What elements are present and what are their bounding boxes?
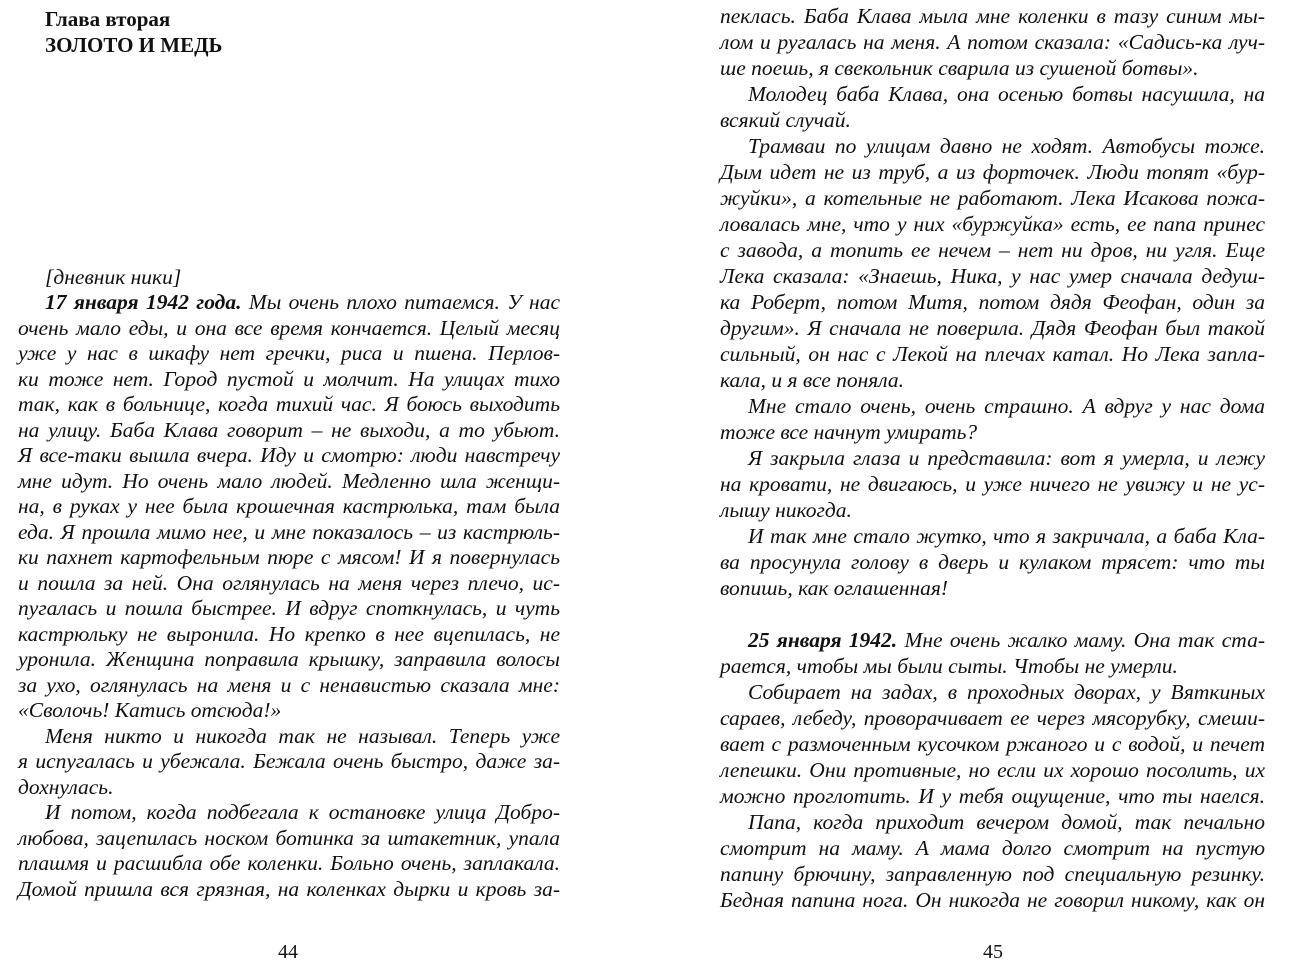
text-line: сараев, лебеду, проворачивает ее через мясорубку, смеши- [720, 706, 1265, 730]
text-line: с завода, а топить ее нечем – нет ни дров, ни угля. Еще [720, 238, 1265, 262]
text-line: мне идут. Но очень мало людей. Медленно шла женщи- [18, 469, 560, 493]
text-line: Дым идет не из труб, а из форточек. Люди топят «бур- [720, 160, 1265, 184]
text-line: рается, чтобы мы были сыты. Чтобы не умерли. [720, 654, 1178, 678]
entry-date: 25 января 1942. [748, 628, 898, 652]
text-line: вопишь, как оглашенная! [720, 576, 949, 600]
text-line: уже у нас в шкафу нет гречки, риса и пшена. Перлов- [18, 341, 560, 365]
text-line: можно проглотить. И у тебя ощущение, что ты наелся. [720, 784, 1265, 808]
text-line: 25 января 1942. Мне очень жалко маму. Она так ста- [748, 628, 1265, 652]
text-line: очень мало еды, и она все время кончается. Целый месяц [18, 316, 560, 340]
page-number: 45 [983, 941, 1003, 963]
text-line: вает с размоченным кусочком ржаного и с водой, и печет [720, 732, 1265, 756]
entry-date: 17 января 1942 года. [45, 290, 242, 314]
text-line: дохнулась. [18, 775, 114, 799]
text-line: И так мне стало жутко, что я закричала, а баба Кла- [748, 524, 1265, 548]
text-line: Молодец баба Клава, она осенью ботвы насушила, на [748, 82, 1265, 106]
text-line: 17 января 1942 года. Мы очень плохо питаемся. У нас [45, 290, 560, 314]
text-line: лом и ругалась на меня. А потом сказала: «Садись-ка луч- [720, 30, 1265, 54]
page-number: 44 [278, 941, 298, 963]
text-line: еда. Я прошла мимо нее, и мне показалось – из кастрюль- [18, 520, 560, 544]
text-line: кастрюльку не выронила. Но крепко в нее вцепилась, не [18, 622, 560, 646]
text-line: лепешки. Они противные, но если их хорошо посолить, их [720, 758, 1265, 782]
text-line: Я все-таки вышла вчера. Иду и смотрю: люди навстречу [18, 443, 560, 467]
chapter-label: Глава вторая [45, 7, 171, 31]
chapter-title: ЗОЛОТО И МЕДЬ [45, 33, 223, 57]
text-line: «Сволочь! Катись отсюда!» [18, 698, 282, 722]
text-line: всякий случай. [720, 108, 851, 132]
text-line: ки тоже нет. Город пустой и молчит. На улицах тихо [18, 367, 560, 391]
text-line: сильный, он нас с Лекой на плечах катал. Но Лека запла- [720, 342, 1265, 366]
text-line: так, как в больнице, когда тихий час. Я боюсь выходить [18, 392, 560, 416]
text-line: Лека сказала: «Знаешь, Ника, у нас умер сначала дедуш- [720, 264, 1265, 288]
text-line: на, в руках у нее была крошечная кастрюлька, там была [18, 494, 560, 518]
text-line: плашмя и расшибла обе коленки. Больно очень, заплакала. [18, 851, 560, 875]
text-line: тоже все начнут умирать? [720, 420, 978, 444]
text-line: И потом, когда подбегала к остановке улица Добро- [45, 800, 560, 824]
text-line: Меня никто и никогда так не называл. Теперь уже [45, 724, 560, 748]
text-line: другим». Я сначала не поверила. Дядя Феофан был такой [720, 316, 1265, 340]
text-line: кала, и я все поняла. [720, 368, 905, 392]
text-line: Мне стало очень, очень страшно. А вдруг у нас дома [748, 394, 1265, 418]
text-line: ловалась мне, что у них «буржуйка» есть, ее папа принес [720, 212, 1265, 236]
text-line: лышу никогда. [720, 498, 852, 522]
text-line: и пошла за ней. Она оглянулась на меня через плечо, ис- [18, 571, 560, 595]
text-line: Я закрыла глаза и представила: вот я умерла, и лежу [748, 446, 1265, 470]
text-line: ва просунула голову в дверь и кулаком трясет: что ты [720, 550, 1265, 574]
text-line: жуйки», а котельные не работают. Лека Исакова пожа- [720, 186, 1265, 210]
text-line: Трамваи по улицам давно не ходят. Автобусы тоже. [748, 134, 1265, 158]
text-line: пугалась и пошла быстрее. И вдруг споткнулась, и чуть [18, 596, 560, 620]
text-line: ки пахнет картофельным пюре с мясом! И я повернулась [18, 545, 560, 569]
text-line: смотрит на маму. А мама долго смотрит на пустую [720, 836, 1265, 860]
text-line: на улицу. Баба Клава говорит – не выходи, а то убьют. [18, 418, 560, 442]
text-line: я испугалась и убежала. Бежала очень быстро, даже за- [18, 749, 560, 773]
text-line: Бедная папина нога. Он никогда не говорил никому, как он [720, 888, 1265, 912]
text-line: ше поешь, я свекольник сварила из сушеной ботвы». [720, 56, 1199, 80]
text-line: папину брючину, заправленную под специальную резинку. [720, 862, 1265, 886]
text-line: уронила. Женщина поправила крышку, заправила волосы [18, 647, 560, 671]
text-line: ка Роберт, потом Митя, потом дядя Феофан, один за [720, 290, 1265, 314]
text-line: Папа, когда приходит вечером домой, так печально [748, 810, 1265, 834]
text-line: на кровати, не двигаюсь, и уже ничего не увижу и не ус- [720, 472, 1265, 496]
text-line: за ухо, оглянулась на меня и с ненавистью сказала мне: [18, 673, 560, 697]
diary-label: [дневник ники] [45, 265, 182, 289]
right-page [650, 0, 1300, 972]
text-line: пеклась. Баба Клава мыла мне коленки в тазу синим мы- [720, 4, 1265, 28]
text-line: Домой пришла вся грязная, на коленках дырки и кровь за- [18, 877, 560, 901]
text-line: любова, зацепилась носком ботинка за штакетник, упала [18, 826, 560, 850]
text-line: Собирает на задах, в проходных дворах, у Вяткиных [748, 680, 1265, 704]
